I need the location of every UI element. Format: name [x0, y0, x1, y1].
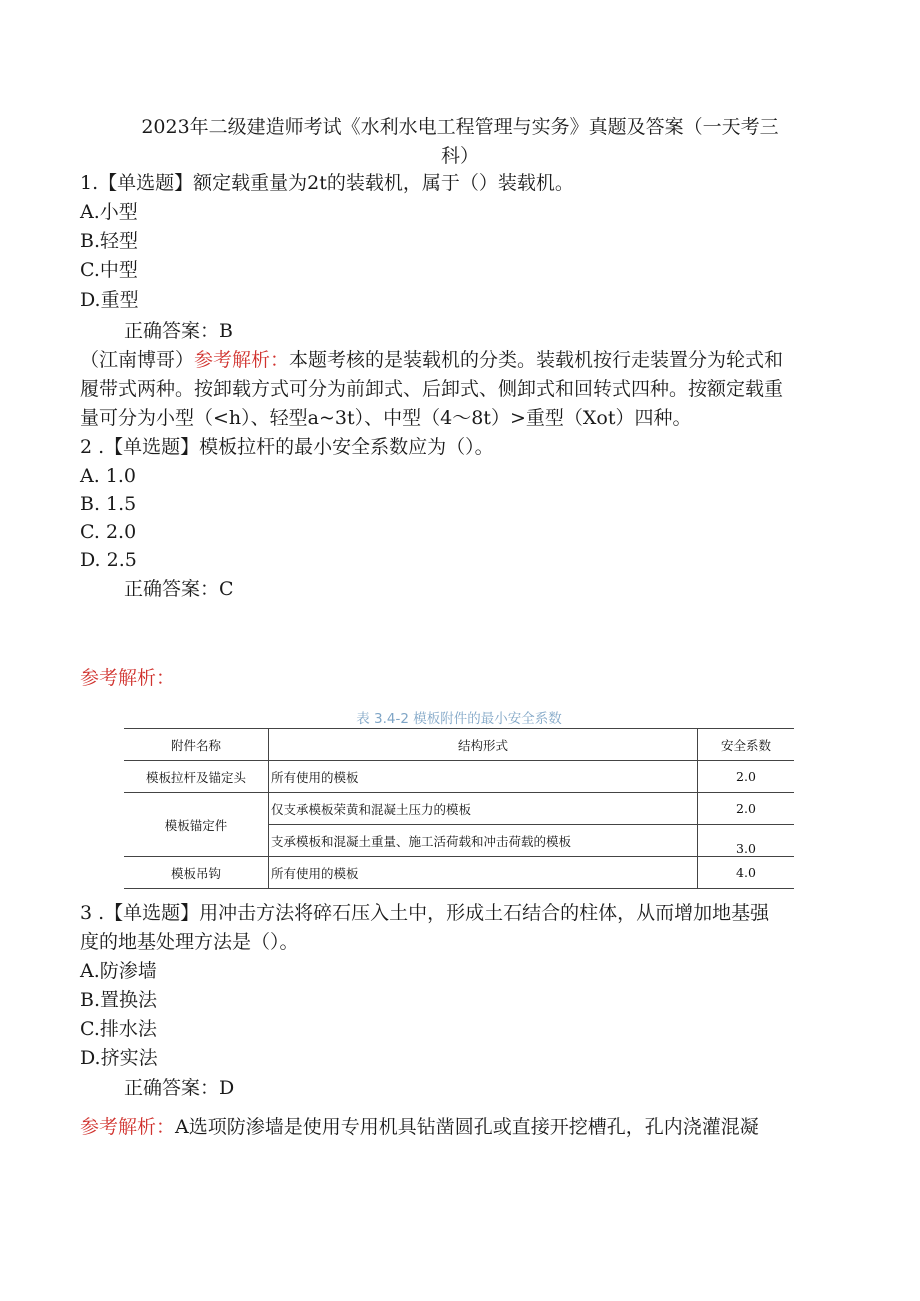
table-row: [124, 793, 794, 825]
q1-analysis-text1: 本题考核的是装载机的分类。装载机按行走装置分为轮式和: [289, 349, 784, 371]
table-caption: 表 3.4-2 模板附件的最小安全系数: [356, 711, 562, 727]
table-cell-structure: 所有使用的模板: [269, 761, 698, 793]
q2-stem: 2 .【单选题】模板拉杆的最小安全系数应为（）。: [80, 436, 494, 458]
q3-option-c: C.排水法: [80, 1018, 157, 1040]
table-cell-factor: 3.0: [698, 825, 795, 857]
table-cell-structure: 支承模板和混凝土重量、施工活荷载和冲击荷载的模板: [269, 825, 698, 857]
q3-analysis-text1: A选项防渗墙是使用专用机具钻凿圆孔或直接开挖槽孔，孔内浇灌混凝: [175, 1116, 759, 1138]
table-cell-factor: 4.0: [698, 857, 795, 889]
safety-factor-table: [124, 728, 794, 889]
q3-stem-line2: 度的地基处理方法是（）。: [80, 931, 299, 953]
q1-analysis-prefix: （江南博哥）: [80, 349, 195, 371]
document-title-line2: 科）: [440, 145, 479, 167]
q1-analysis-line3: 量可分为小型（<h）、轻型a~3t）、中型（4～8t）>重型（Xot）四种。: [80, 407, 692, 429]
q2-analysis-label: 参考解析：: [80, 667, 176, 689]
q1-option-c: C.中型: [80, 259, 138, 281]
table-header-name: 附件名称: [124, 729, 269, 761]
q1-option-a: A.小型: [80, 201, 138, 223]
table-cell-structure: 所有使用的模板: [269, 857, 698, 889]
q3-answer: 正确答案：D: [124, 1077, 235, 1099]
q2-option-b: B. 1.5: [80, 493, 137, 515]
document-title-line1: 2023年二级建造师考试《水利水电工程管理与实务》真题及答案（一天考三: [141, 116, 779, 138]
table-row: [124, 857, 794, 889]
q1-answer: 正确答案：B: [124, 320, 233, 342]
q2-option-d: D. 2.5: [80, 549, 137, 571]
q1-analysis-line1: [80, 348, 783, 372]
q2-option-a: A. 1.0: [80, 465, 137, 487]
table-header-row: [124, 729, 794, 761]
q3-analysis-label: 参考解析：: [80, 1116, 176, 1138]
table-cell-name: 模板吊钩: [124, 857, 269, 889]
q1-option-d: D.重型: [80, 289, 139, 311]
table-header-factor: 安全系数: [698, 729, 795, 761]
q3-stem-line1: 3 .【单选题】用冲击方法将碎石压入土中，形成土石结合的柱体，从而增加地基强: [80, 902, 770, 924]
q1-analysis-line2: 履带式两种。按卸载方式可分为前卸式、后卸式、侧卸式和回转式四种。按额定载重: [80, 378, 784, 400]
q1-option-b: B.轻型: [80, 230, 139, 252]
q1-stem: 1.【单选题】额定载重量为2t的装载机，属于（）装载机。: [80, 172, 574, 194]
q1-analysis-label: 参考解析：: [194, 349, 290, 371]
q2-answer: 正确答案：C: [124, 578, 234, 600]
q3-option-b: B.置换法: [80, 989, 158, 1011]
q2-option-c: C. 2.0: [80, 521, 137, 543]
table-cell-structure: 仅支承模板荣黄和混凝土压力的模板: [269, 793, 698, 825]
table-row: [124, 761, 794, 793]
q3-option-a: A.防渗墙: [80, 960, 157, 982]
q3-option-d: D.挤实法: [80, 1047, 158, 1069]
table-cell-name: 模板锚定件: [124, 793, 269, 857]
table-header-structure: 结构形式: [269, 729, 698, 761]
table-cell-name: 模板拉杆及锚定头: [124, 761, 269, 793]
q3-analysis-line1: [80, 1115, 759, 1139]
table-cell-factor: 2.0: [698, 793, 795, 825]
table-cell-factor: 2.0: [698, 761, 795, 793]
